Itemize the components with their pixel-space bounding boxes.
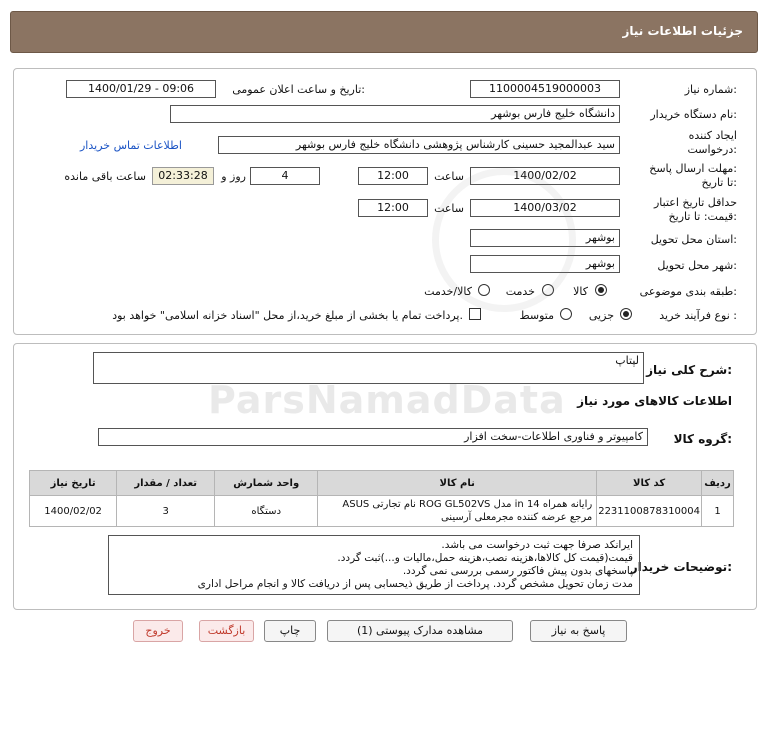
announce-field: 1400/01/29 - 09:06 xyxy=(66,80,216,98)
price-time-field: 12:00 xyxy=(358,199,428,217)
creator-field: سید عبدالمجید حسینی کارشناس پژوهشی دانشگاه خلیج فارس بوشهر xyxy=(218,136,620,154)
row-name xyxy=(318,496,597,527)
process-label: نوع فرآیند خرید : xyxy=(659,309,737,322)
goods-table xyxy=(29,470,734,527)
buyer-org-field: دانشگاه خلیج فارس بوشهر xyxy=(170,105,620,123)
category-service-radio[interactable] xyxy=(542,284,554,296)
announce-label: تاریخ و ساعت اعلان عمومی: xyxy=(232,83,365,96)
province-field: بوشهر xyxy=(470,229,620,247)
category-goods-label: کالا xyxy=(573,285,588,298)
goods-table-header xyxy=(30,471,734,496)
page-title: جزئیات اطلاعات نیاز xyxy=(622,24,743,38)
back-button[interactable]: بازگشت xyxy=(199,620,254,642)
reply-deadline-label-2: تا تاریخ: xyxy=(701,176,737,189)
process-medium-label: متوسط xyxy=(519,309,554,322)
reply-time-field: 12:00 xyxy=(358,167,428,185)
category-goods-radio[interactable] xyxy=(595,284,607,296)
need-number-field: 1100004519000003 xyxy=(470,80,620,98)
row-date: 1400/02/02 xyxy=(30,496,117,527)
need-number-label: شماره نیاز: xyxy=(684,83,737,96)
treasury-payment-note: پرداخت تمام یا بخشی از مبلغ خرید،از محل "اسناد خزانه اسلامی" خواهد بود. xyxy=(112,309,463,322)
city-label: شهر محل تحویل: xyxy=(657,259,737,272)
print-button[interactable]: چاپ xyxy=(264,620,316,642)
need-description-label: شرح کلی نیاز: xyxy=(646,363,732,377)
goods-group-field: کامپیوتر و فناوری اطلاعات-سخت افزار xyxy=(98,428,648,446)
col-qty-header: تعداد / مقدار xyxy=(117,471,215,496)
creator-label-2: درخواست: xyxy=(687,143,737,156)
reply-button[interactable]: پاسخ به نیاز xyxy=(530,620,627,642)
category-goods-service-radio[interactable] xyxy=(478,284,490,296)
view-attachments-button[interactable]: مشاهده مدارک پیوستی (1) xyxy=(327,620,513,642)
col-name-header: نام کالا xyxy=(318,471,597,496)
goods-group-label: گروه کالا: xyxy=(673,432,732,446)
page-header xyxy=(10,11,758,53)
treasury-payment-checkbox[interactable] xyxy=(469,308,481,320)
process-minor-radio[interactable] xyxy=(620,308,632,320)
buyer-contact-link[interactable]: اطلاعات تماس خریدار xyxy=(80,139,182,152)
buyer-note-line: پاسخهای بدون پیش فاکتور رسمی بررسی نمی گردد. xyxy=(402,565,633,577)
days-label: روز و xyxy=(221,170,246,183)
col-date-header: تاریخ نیاز xyxy=(30,471,117,496)
col-code-header: کد کالا xyxy=(597,471,702,496)
row-name-line1: رایانه همراه 14 in مدل ROG GL502VS نام تجارتی ASUS xyxy=(342,499,593,510)
exit-button[interactable]: خروج xyxy=(133,620,183,642)
price-validity-label-2: قیمت: تا تاریخ: xyxy=(668,210,737,223)
row-index: 1 xyxy=(702,496,734,527)
row-code: 2231100878310004 xyxy=(597,496,702,527)
need-description-field: لپتاپ xyxy=(93,352,644,384)
row-unit: دستگاه xyxy=(215,496,318,527)
price-time-label: ساعت xyxy=(434,202,464,215)
remaining-label: ساعت باقی مانده xyxy=(64,170,146,183)
province-label: استان محل تحویل: xyxy=(650,233,737,246)
col-row-header: ردیف xyxy=(702,471,734,496)
city-field: بوشهر xyxy=(470,255,620,273)
category-goods-service-label: کالا/خدمت xyxy=(424,285,472,298)
creator-label-1: ایجاد کننده xyxy=(688,129,737,142)
buyer-notes-box xyxy=(108,535,640,595)
goods-info-title: اطلاعات کالاهای مورد نیاز xyxy=(577,394,732,408)
buyer-note-line: مدت زمان تحویل مشخص گردد. پرداخت از طریق ذیحسابی پس از دریافت کالا و انجام مراحل اداری xyxy=(197,578,633,590)
reply-deadline-label-1: مهلت ارسال پاسخ: xyxy=(649,162,737,175)
reply-date-field: 1400/02/02 xyxy=(470,167,620,185)
category-label: طبقه بندی موضوعی: xyxy=(639,285,737,298)
category-service-label: خدمت xyxy=(505,285,535,298)
price-validity-label-1: حداقل تاریخ اعتبار xyxy=(653,196,737,209)
buyer-org-label: نام دستگاه خریدار: xyxy=(650,108,737,121)
buyer-note-line: قیمت(قیمت کل کالاها،هزینه نصب،هزینه حمل،مالیات و...)ثبت گردد. xyxy=(337,552,633,564)
process-medium-radio[interactable] xyxy=(560,308,572,320)
col-unit-header: واحد شمارش xyxy=(215,471,318,496)
buyer-notes-label: توضیحات خریدار: xyxy=(630,560,732,574)
row-qty: 3 xyxy=(117,496,215,527)
days-remaining-field: 4 xyxy=(250,167,320,185)
buyer-note-line: ایرانکد صرفا جهت ثبت درخواست می باشد. xyxy=(441,539,633,551)
price-date-field: 1400/03/02 xyxy=(470,199,620,217)
table-row xyxy=(30,496,734,527)
reply-time-label: ساعت xyxy=(434,170,464,183)
process-minor-label: جزیی xyxy=(588,309,614,322)
row-name-line2: مرجع عرضه کننده مجرمعلی آرسینی xyxy=(440,512,593,523)
remaining-timer: 02:33:28 xyxy=(152,167,214,185)
